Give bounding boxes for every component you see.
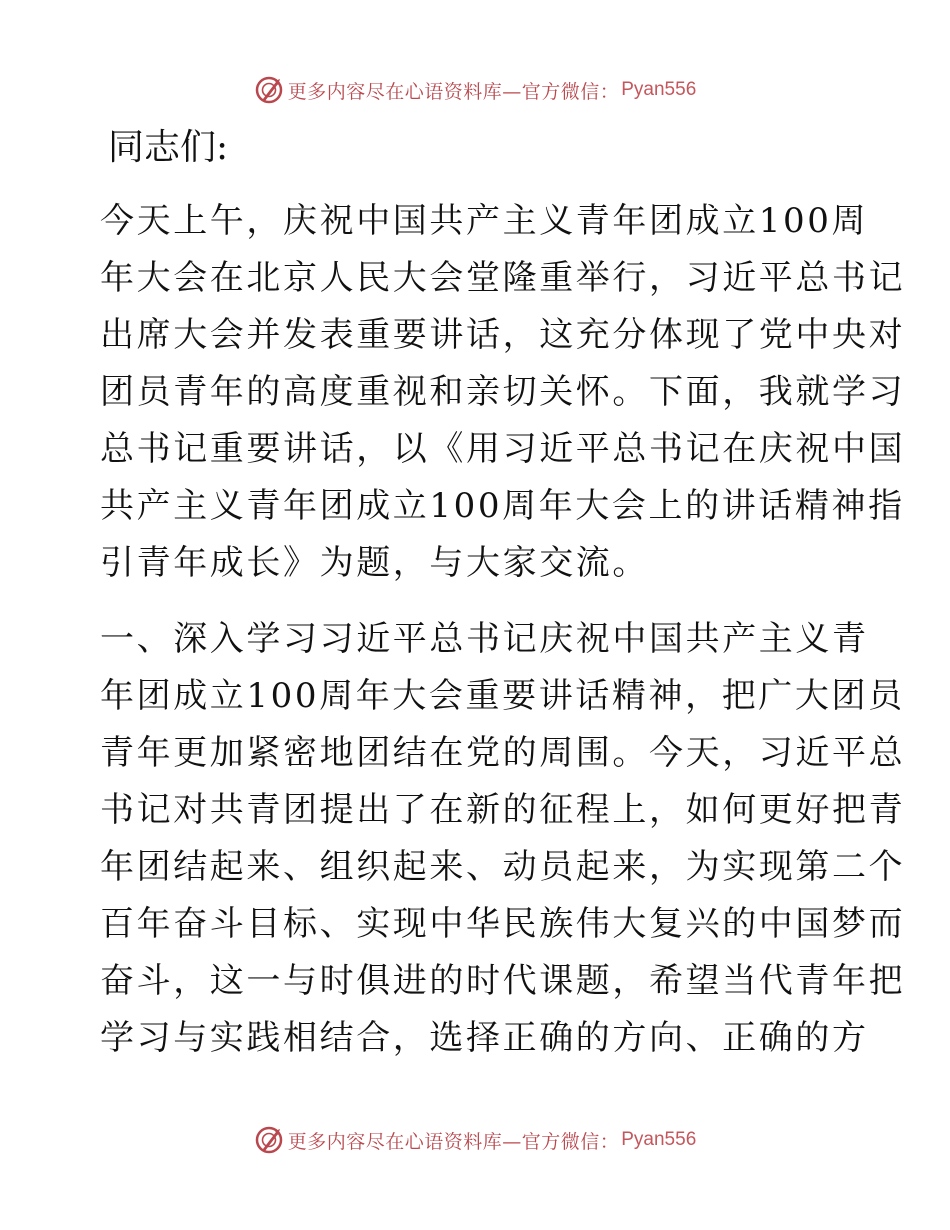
quill-logo-icon: [254, 75, 284, 105]
watermark-text: 更多内容尽在心语资料库—官方微信：: [287, 80, 620, 103]
paragraph-line: 奋斗，这一与时俱进的时代课题，希望当代青年把: [100, 961, 906, 1001]
watermark-wechat-id: Pyan556: [621, 79, 697, 100]
paragraph-line: 学习与实践相结合，选择正确的方向、正确的方: [100, 1018, 869, 1058]
watermark-footer: [0, 1120, 950, 1160]
paragraph-line: 书记对共青团提出了在新的征程上，如何更好把青: [100, 790, 906, 830]
quill-logo-icon: [254, 1125, 284, 1155]
paragraph-line: 年大会在北京人民大会堂隆重举行，习近平总书记: [100, 258, 906, 298]
watermark-header: [0, 70, 950, 110]
paragraph-line: 百年奋斗目标、实现中华民族伟大复兴的中国梦而: [100, 904, 906, 944]
paragraph-line: 青年更加紧密地团结在党的周围。今天，习近平总: [100, 733, 906, 773]
paragraph-line: 总书记重要讲话，以《用习近平总书记在庆祝中国: [100, 429, 906, 469]
paragraph-line: 今天上午，庆祝中国共产主义青年团成立100周: [100, 201, 869, 241]
paragraph-line: 一、深入学习习近平总书记庆祝中国共产主义青: [100, 619, 869, 659]
paragraph-line: 共产主义青年团成立100周年大会上的讲话精神指: [100, 486, 905, 526]
watermark-wechat-id: Pyan556: [621, 1129, 697, 1150]
paragraph-line: 团员青年的高度重视和亲切关怀。下面，我就学习: [100, 372, 906, 412]
paragraph-line: 年团结起来、组织起来、动员起来，为实现第二个: [100, 847, 906, 887]
watermark-text: 更多内容尽在心语资料库—官方微信：: [287, 1130, 620, 1153]
paragraph-line: 出席大会并发表重要讲话，这充分体现了党中央对: [100, 315, 906, 355]
salutation: 同志们:: [108, 127, 229, 168]
paragraph-line: 引青年成长》为题，与大家交流。: [100, 543, 649, 583]
paragraph-line: 年团成立100周年大会重要讲话精神，把广大团员: [100, 676, 905, 716]
